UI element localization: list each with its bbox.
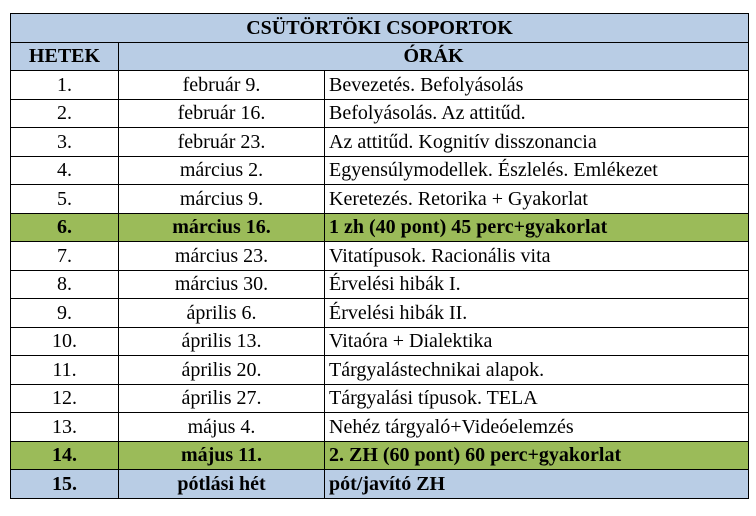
topic-cell: Vitatípusok. Racionális vita xyxy=(325,242,749,271)
topic-cell: pót/javító ZH xyxy=(325,470,749,499)
table-row xyxy=(11,213,749,242)
topic-cell: Keretezés. Retorika + Gyakorlat xyxy=(325,185,749,214)
table-row xyxy=(11,185,749,214)
table-row xyxy=(11,413,749,442)
table-row xyxy=(11,242,749,271)
date-cell: március 2. xyxy=(119,156,325,185)
table-row xyxy=(11,327,749,356)
topic-cell: Az attitűd. Kognitív disszonancia xyxy=(325,128,749,157)
topic-cell: Vitaóra + Dialektika xyxy=(325,327,749,356)
date-cell: március 30. xyxy=(119,270,325,299)
table-row xyxy=(11,384,749,413)
table-row xyxy=(11,299,749,328)
week-cell: 12. xyxy=(11,384,119,413)
topic-cell: Érvelési hibák II. xyxy=(325,299,749,328)
table-title: CSÜTÖRTÖKI CSOPORTOK xyxy=(11,14,749,43)
date-cell: április 27. xyxy=(119,384,325,413)
topic-cell: Nehéz tárgyaló+Videóelemzés xyxy=(325,413,749,442)
date-cell: május 4. xyxy=(119,413,325,442)
week-cell: 13. xyxy=(11,413,119,442)
date-cell: március 9. xyxy=(119,185,325,214)
topic-cell: 2. ZH (60 pont) 60 perc+gyakorlat xyxy=(325,441,749,470)
title-row xyxy=(11,14,749,43)
date-cell: február 23. xyxy=(119,128,325,157)
week-cell: 7. xyxy=(11,242,119,271)
topic-cell: Befolyásolás. Az attitűd. xyxy=(325,99,749,128)
table-row xyxy=(11,156,749,185)
topic-cell: 1 zh (40 pont) 45 perc+gyakorlat xyxy=(325,213,749,242)
date-cell: április 13. xyxy=(119,327,325,356)
week-cell: 9. xyxy=(11,299,119,328)
header-hours: ÓRÁK xyxy=(119,42,749,71)
date-cell: március 16. xyxy=(119,213,325,242)
date-cell: május 11. xyxy=(119,441,325,470)
week-cell: 11. xyxy=(11,356,119,385)
topic-cell: Érvelési hibák I. xyxy=(325,270,749,299)
week-cell: 4. xyxy=(11,156,119,185)
week-cell: 15. xyxy=(11,470,119,499)
week-cell: 14. xyxy=(11,441,119,470)
week-cell: 10. xyxy=(11,327,119,356)
date-cell: február 9. xyxy=(119,71,325,100)
table-row xyxy=(11,356,749,385)
topic-cell: Bevezetés. Befolyásolás xyxy=(325,71,749,100)
topic-cell: Egyensúlymodellek. Észlelés. Emlékezet xyxy=(325,156,749,185)
date-cell: április 6. xyxy=(119,299,325,328)
header-weeks: HETEK xyxy=(11,42,119,71)
date-cell: február 16. xyxy=(119,99,325,128)
table-row xyxy=(11,99,749,128)
week-cell: 1. xyxy=(11,71,119,100)
topic-cell: Tárgyalási típusok. TELA xyxy=(325,384,749,413)
header-row xyxy=(11,42,749,71)
week-cell: 5. xyxy=(11,185,119,214)
schedule-table xyxy=(10,13,749,499)
schedule-body xyxy=(11,71,749,499)
week-cell: 3. xyxy=(11,128,119,157)
table-row xyxy=(11,128,749,157)
date-cell: március 23. xyxy=(119,242,325,271)
date-cell: április 20. xyxy=(119,356,325,385)
week-cell: 2. xyxy=(11,99,119,128)
week-cell: 8. xyxy=(11,270,119,299)
topic-cell: Tárgyalástechnikai alapok. xyxy=(325,356,749,385)
table-row xyxy=(11,470,749,499)
table-row xyxy=(11,441,749,470)
table-row xyxy=(11,270,749,299)
table-row xyxy=(11,71,749,100)
week-cell: 6. xyxy=(11,213,119,242)
date-cell: pótlási hét xyxy=(119,470,325,499)
